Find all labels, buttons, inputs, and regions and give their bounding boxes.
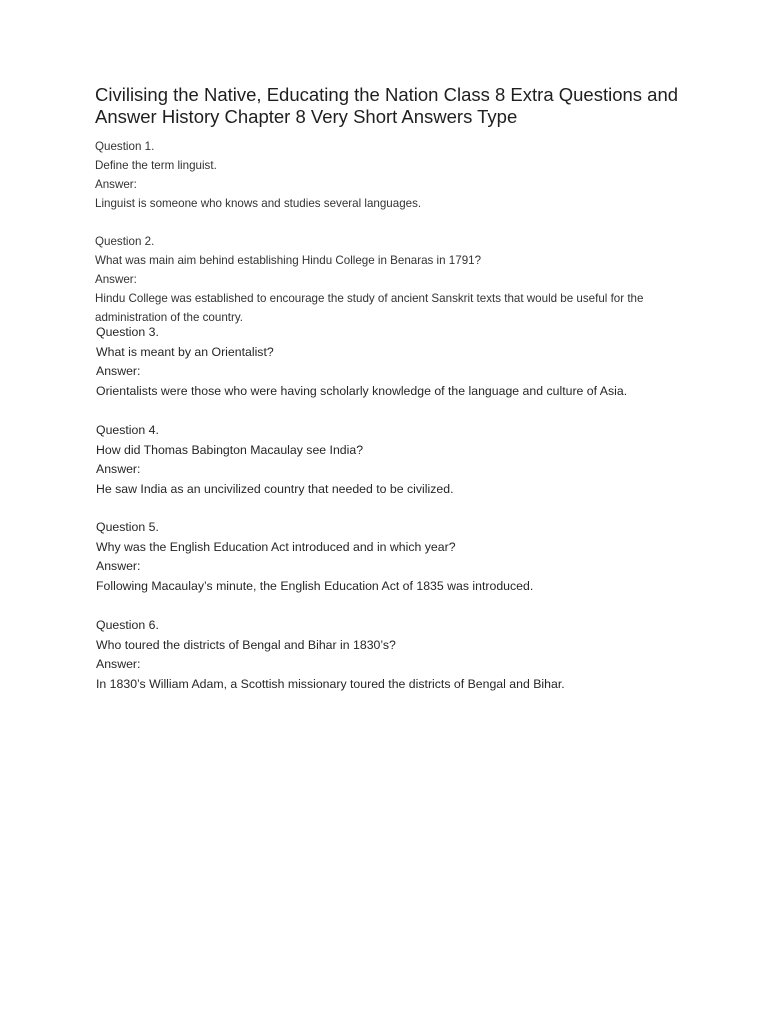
answer-label: Answer: — [95, 273, 137, 286]
answer-text: Linguist is someone who knows and studies several languages. — [95, 197, 422, 210]
answer-label: Answer: — [96, 462, 141, 476]
question-number: Question 4. — [96, 423, 159, 437]
question-number: Question 2. — [95, 235, 155, 248]
question-block-6 — [96, 616, 716, 694]
answer-text: He saw India as an uncivilized country that needed to be civilized. — [96, 481, 454, 496]
answer-label: Answer: — [96, 657, 141, 671]
question-block-4 — [96, 421, 716, 499]
document-title: Civilising the Native, Educating the Nation Class 8 Extra Questions and Answer History Chapter 8 Very Short Answers Type — [95, 84, 679, 127]
answer-label: Answer: — [95, 178, 137, 191]
answer-text: In 1830’s William Adam, a Scottish missionary toured the districts of Bengal and Bihar. — [96, 676, 565, 691]
question-block-2 — [95, 232, 715, 327]
question-text: Why was the English Education Act introduced and in which year? — [96, 539, 456, 554]
question-text: Who toured the districts of Bengal and Bihar in 1830’s? — [96, 637, 396, 652]
question-text: How did Thomas Babington Macaulay see India? — [96, 442, 364, 457]
answer-text: Hindu College was established to encourage the study of ancient Sanskrit texts that would be useful for the administration of the country. — [95, 292, 644, 324]
answer-text: Following Macaulay’s minute, the English Education Act of 1835 was introduced. — [96, 578, 534, 593]
question-block-5 — [96, 518, 716, 596]
answer-text: Orientalists were those who were having scholarly knowledge of the language and culture of Asia. — [96, 383, 628, 398]
question-number: Question 3. — [96, 325, 159, 339]
question-block-1 — [95, 137, 715, 213]
question-number: Question 6. — [96, 618, 159, 632]
question-text: Define the term linguist. — [95, 159, 217, 172]
question-number: Question 5. — [96, 520, 159, 534]
answer-label: Answer: — [96, 559, 141, 573]
question-text: What is meant by an Orientalist? — [96, 344, 274, 359]
answer-label: Answer: — [96, 364, 141, 378]
question-text: What was main aim behind establishing Hindu College in Benaras in 1791? — [95, 254, 482, 267]
question-number: Question 1. — [95, 140, 155, 153]
question-block-3 — [96, 323, 716, 401]
